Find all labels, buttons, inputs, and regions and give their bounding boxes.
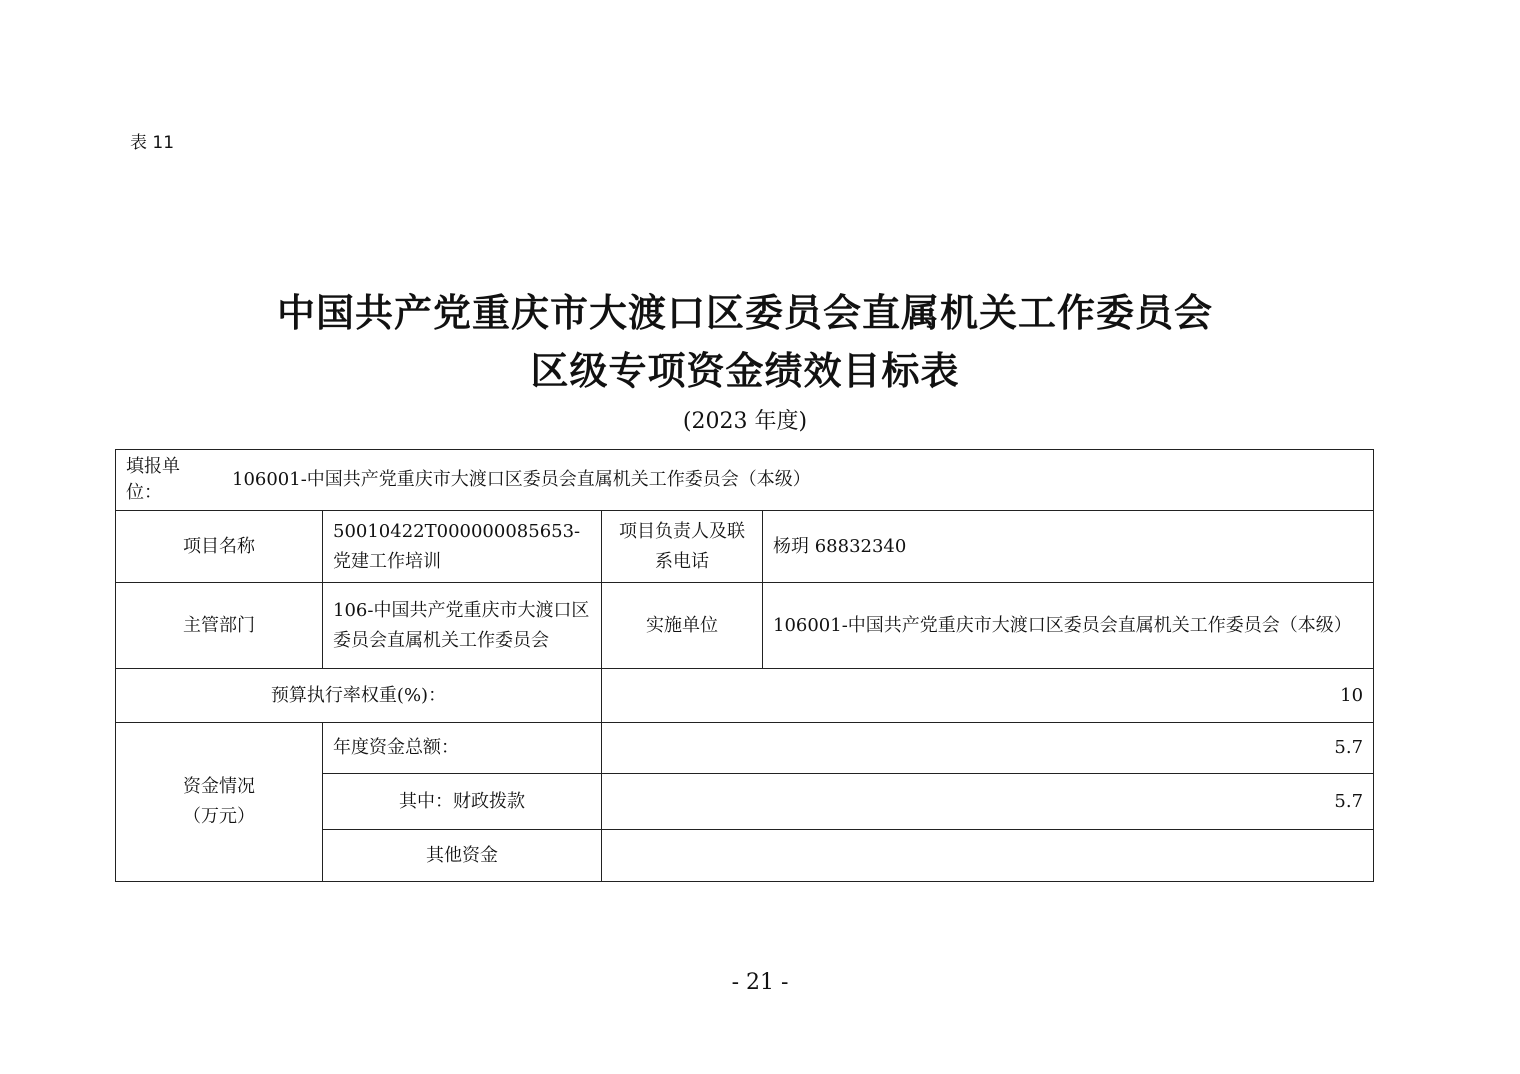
weight-label: 预算执行率权重(%)： — [116, 669, 602, 723]
page-number: - 21 - — [731, 970, 789, 995]
impl-value: 106001-中国共产党重庆市大渡口区委员会直属机关工作委员会（本级） — [763, 583, 1374, 669]
other-funds-value — [602, 830, 1374, 882]
project-name-value: 50010422T000000085653-党建工作培训 — [323, 511, 602, 583]
fiscal-label: 其中：财政拨款 — [323, 774, 602, 830]
funds-label-text: 资金情况（万元） — [183, 776, 255, 827]
funds-label — [116, 723, 323, 882]
table-row-filling-unit — [116, 450, 1374, 511]
page-title-line-1: 中国共产党重庆市大渡口区委员会直属机关工作委员会 — [276, 291, 1213, 335]
performance-target-table — [115, 449, 1374, 882]
fiscal-value: 5.7 — [602, 774, 1374, 830]
responsible-label: 项目负责人及联系电话 — [602, 511, 763, 583]
total-funds-label: 年度资金总额： — [323, 723, 602, 774]
table-row-weight — [116, 669, 1374, 723]
table-row-project — [116, 511, 1374, 583]
filling-unit-cell — [116, 450, 1374, 511]
page-title-line-2: 区级专项资金绩效目标表 — [530, 349, 960, 393]
other-funds-label: 其他资金 — [323, 830, 602, 882]
filling-unit-label: 填报单位： — [126, 456, 180, 503]
table-row-department — [116, 583, 1374, 669]
year-subtitle: (2023 年度) — [682, 409, 808, 434]
filling-unit-value: 106001-中国共产党重庆市大渡口区委员会直属机关工作委员会（本级） — [232, 469, 811, 490]
dept-label: 主管部门 — [116, 583, 323, 669]
dept-value: 106-中国共产党重庆市大渡口区委员会直属机关工作委员会 — [323, 583, 602, 669]
weight-value: 10 — [602, 669, 1374, 723]
project-name-label: 项目名称 — [116, 511, 323, 583]
table-number-label: 表 11 — [130, 133, 175, 153]
impl-label: 实施单位 — [602, 583, 763, 669]
total-funds-value: 5.7 — [602, 723, 1374, 774]
table-row-total-funds — [116, 723, 1374, 774]
responsible-value: 杨玥 68832340 — [763, 511, 1374, 583]
